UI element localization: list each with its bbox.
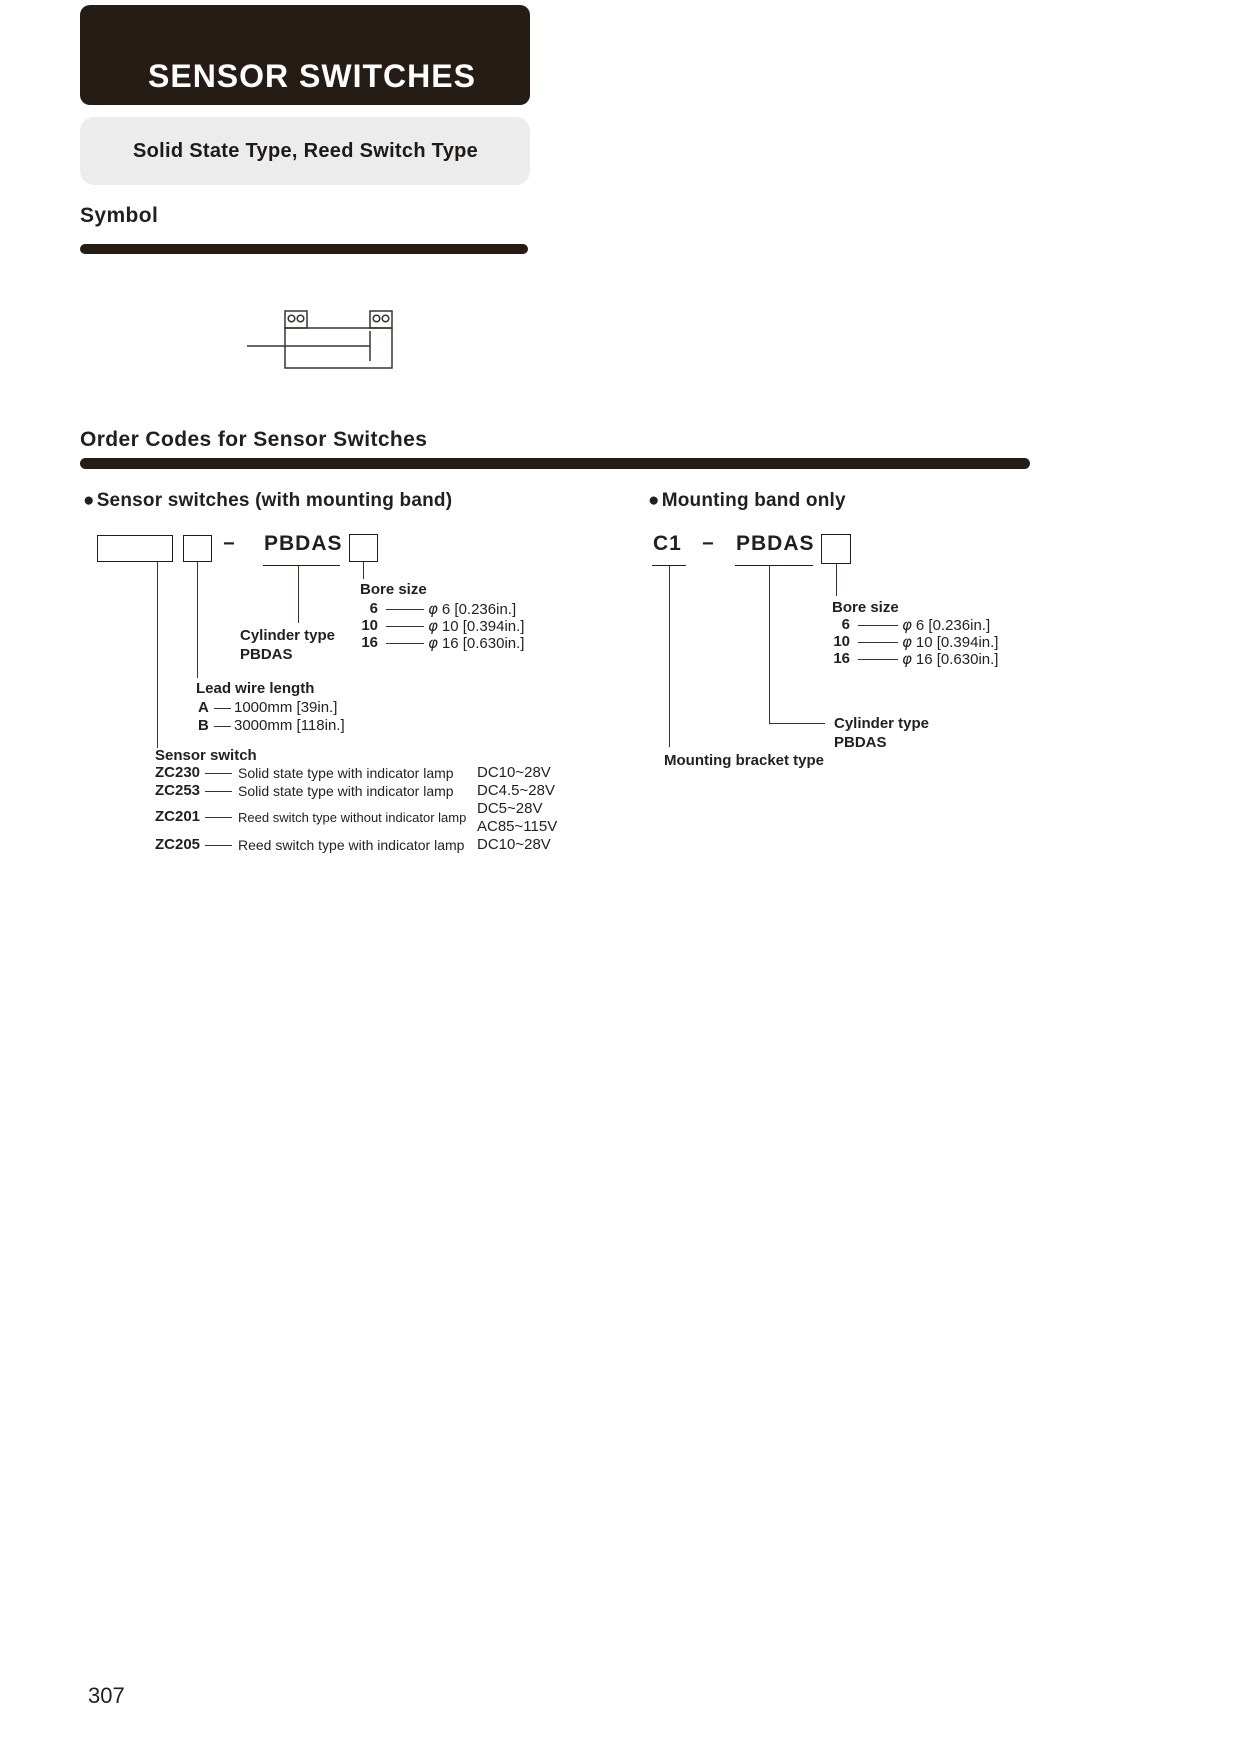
page-title: SENSOR SWITCHES	[148, 58, 476, 94]
cylinder-type-value: PBDAS	[240, 646, 293, 663]
connector-bracket-type	[669, 565, 670, 747]
subtitle-banner	[80, 117, 530, 185]
model-underline	[263, 565, 340, 566]
phi-symbol: φ	[428, 634, 438, 652]
cylinder-type-label: Cylinder type PBDAS	[834, 715, 930, 751]
sensor-switch-code-box	[97, 535, 173, 562]
leader-line	[858, 659, 898, 660]
model-code: PBDAS	[264, 532, 343, 555]
lead-wire-label: Lead wire length	[196, 680, 315, 697]
phi-symbol: φ	[428, 600, 438, 618]
cylinder-body	[285, 328, 392, 368]
model-code: PBDAS	[736, 532, 815, 555]
model-underline	[735, 565, 813, 566]
leader-line	[205, 845, 232, 846]
sensor-contact-icon	[288, 315, 295, 322]
connector-cylinder-type	[769, 565, 770, 723]
sensor-contact-icon	[382, 315, 389, 322]
page-number: 307	[88, 1683, 125, 1708]
leader-line	[214, 708, 231, 709]
connector-cylinder-type-elbow	[769, 723, 825, 724]
bracket-code: C1	[653, 532, 682, 555]
sensor-contact-icon	[373, 315, 380, 322]
connector-bore-size	[363, 562, 364, 579]
order-codes-rule	[80, 458, 1030, 469]
right-section-header	[648, 490, 846, 512]
connector-sensor-switch	[157, 562, 158, 748]
connector-lead-wire	[197, 562, 198, 678]
left-section-header	[83, 490, 452, 512]
bore-size-label: Bore size	[360, 581, 427, 598]
bore-size-label: Bore size	[832, 599, 899, 616]
mounting-bracket-label: Mounting bracket type	[664, 752, 825, 769]
leader-line	[858, 642, 898, 643]
leader-line	[386, 626, 424, 627]
leader-line	[858, 625, 898, 626]
section-bullet-icon: ●	[83, 490, 95, 511]
bore-size-code-box	[821, 534, 851, 564]
section-bullet-icon: ●	[648, 490, 660, 511]
code-separator: −	[223, 533, 235, 555]
mounting-band-order-code-diagram: C1 − PBDAS Bore size 6 φ 6 [0.236in.] 10 φ 10 [0.394in.] 16 φ 16 [0.630in.] Cylinder type PBDAS Mounting bracket type	[653, 532, 999, 769]
phi-symbol: φ	[902, 616, 912, 634]
phi-symbol: φ	[428, 617, 438, 635]
leader-line	[205, 773, 232, 774]
symbol-rule	[80, 244, 528, 254]
cylinder-type-label: Cylinder type PBDAS	[240, 627, 336, 663]
title-banner	[80, 5, 530, 105]
symbol-heading: Symbol	[80, 204, 159, 227]
sensor-switch-order-code-diagram: − PBDAS Bore size 6 φ 6 [0.236in.] 10 φ 10 [0.394in.] 16 φ 16 [0.630in.] Cylinder type PBDAS Lead wire length A 1000mm [39in.] B 3000mm [118in.] Sensor switch ZC230 Solid state type with indicator lamp DC10~28V ZC253 Solid state type with indicator lamp DC4.5~28V ZC201 Reed switch type without indicator lamp DC5~28V AC85~115V ZC205 Reed switch type with indicator lamp DC10~28V	[80, 520, 580, 870]
sensor-switch-label: Sensor switch	[155, 747, 257, 764]
sensor-contact-icon	[297, 315, 304, 322]
right-section-title: Mounting band only	[661, 490, 846, 511]
order-codes-heading: Order Codes for Sensor Switches	[80, 428, 428, 451]
leader-line	[386, 609, 424, 610]
leader-line	[205, 817, 232, 818]
page-subtitle: Solid State Type, Reed Switch Type	[133, 139, 479, 162]
connector-cylinder-type	[298, 565, 299, 623]
cylinder-type-value: PBDAS	[834, 734, 887, 751]
cylinder-symbol-diagram	[200, 298, 450, 383]
leader-line	[205, 791, 232, 792]
phi-symbol: φ	[902, 633, 912, 651]
code-separator: −	[702, 533, 714, 555]
connector-bore-size	[836, 564, 837, 596]
lead-wire-code-box	[183, 535, 212, 562]
bore-size-code-box	[349, 534, 378, 562]
leader-line	[386, 643, 424, 644]
phi-symbol: φ	[902, 650, 912, 668]
left-section-title: Sensor switches (with mounting band)	[96, 490, 453, 511]
leader-line	[214, 726, 231, 727]
